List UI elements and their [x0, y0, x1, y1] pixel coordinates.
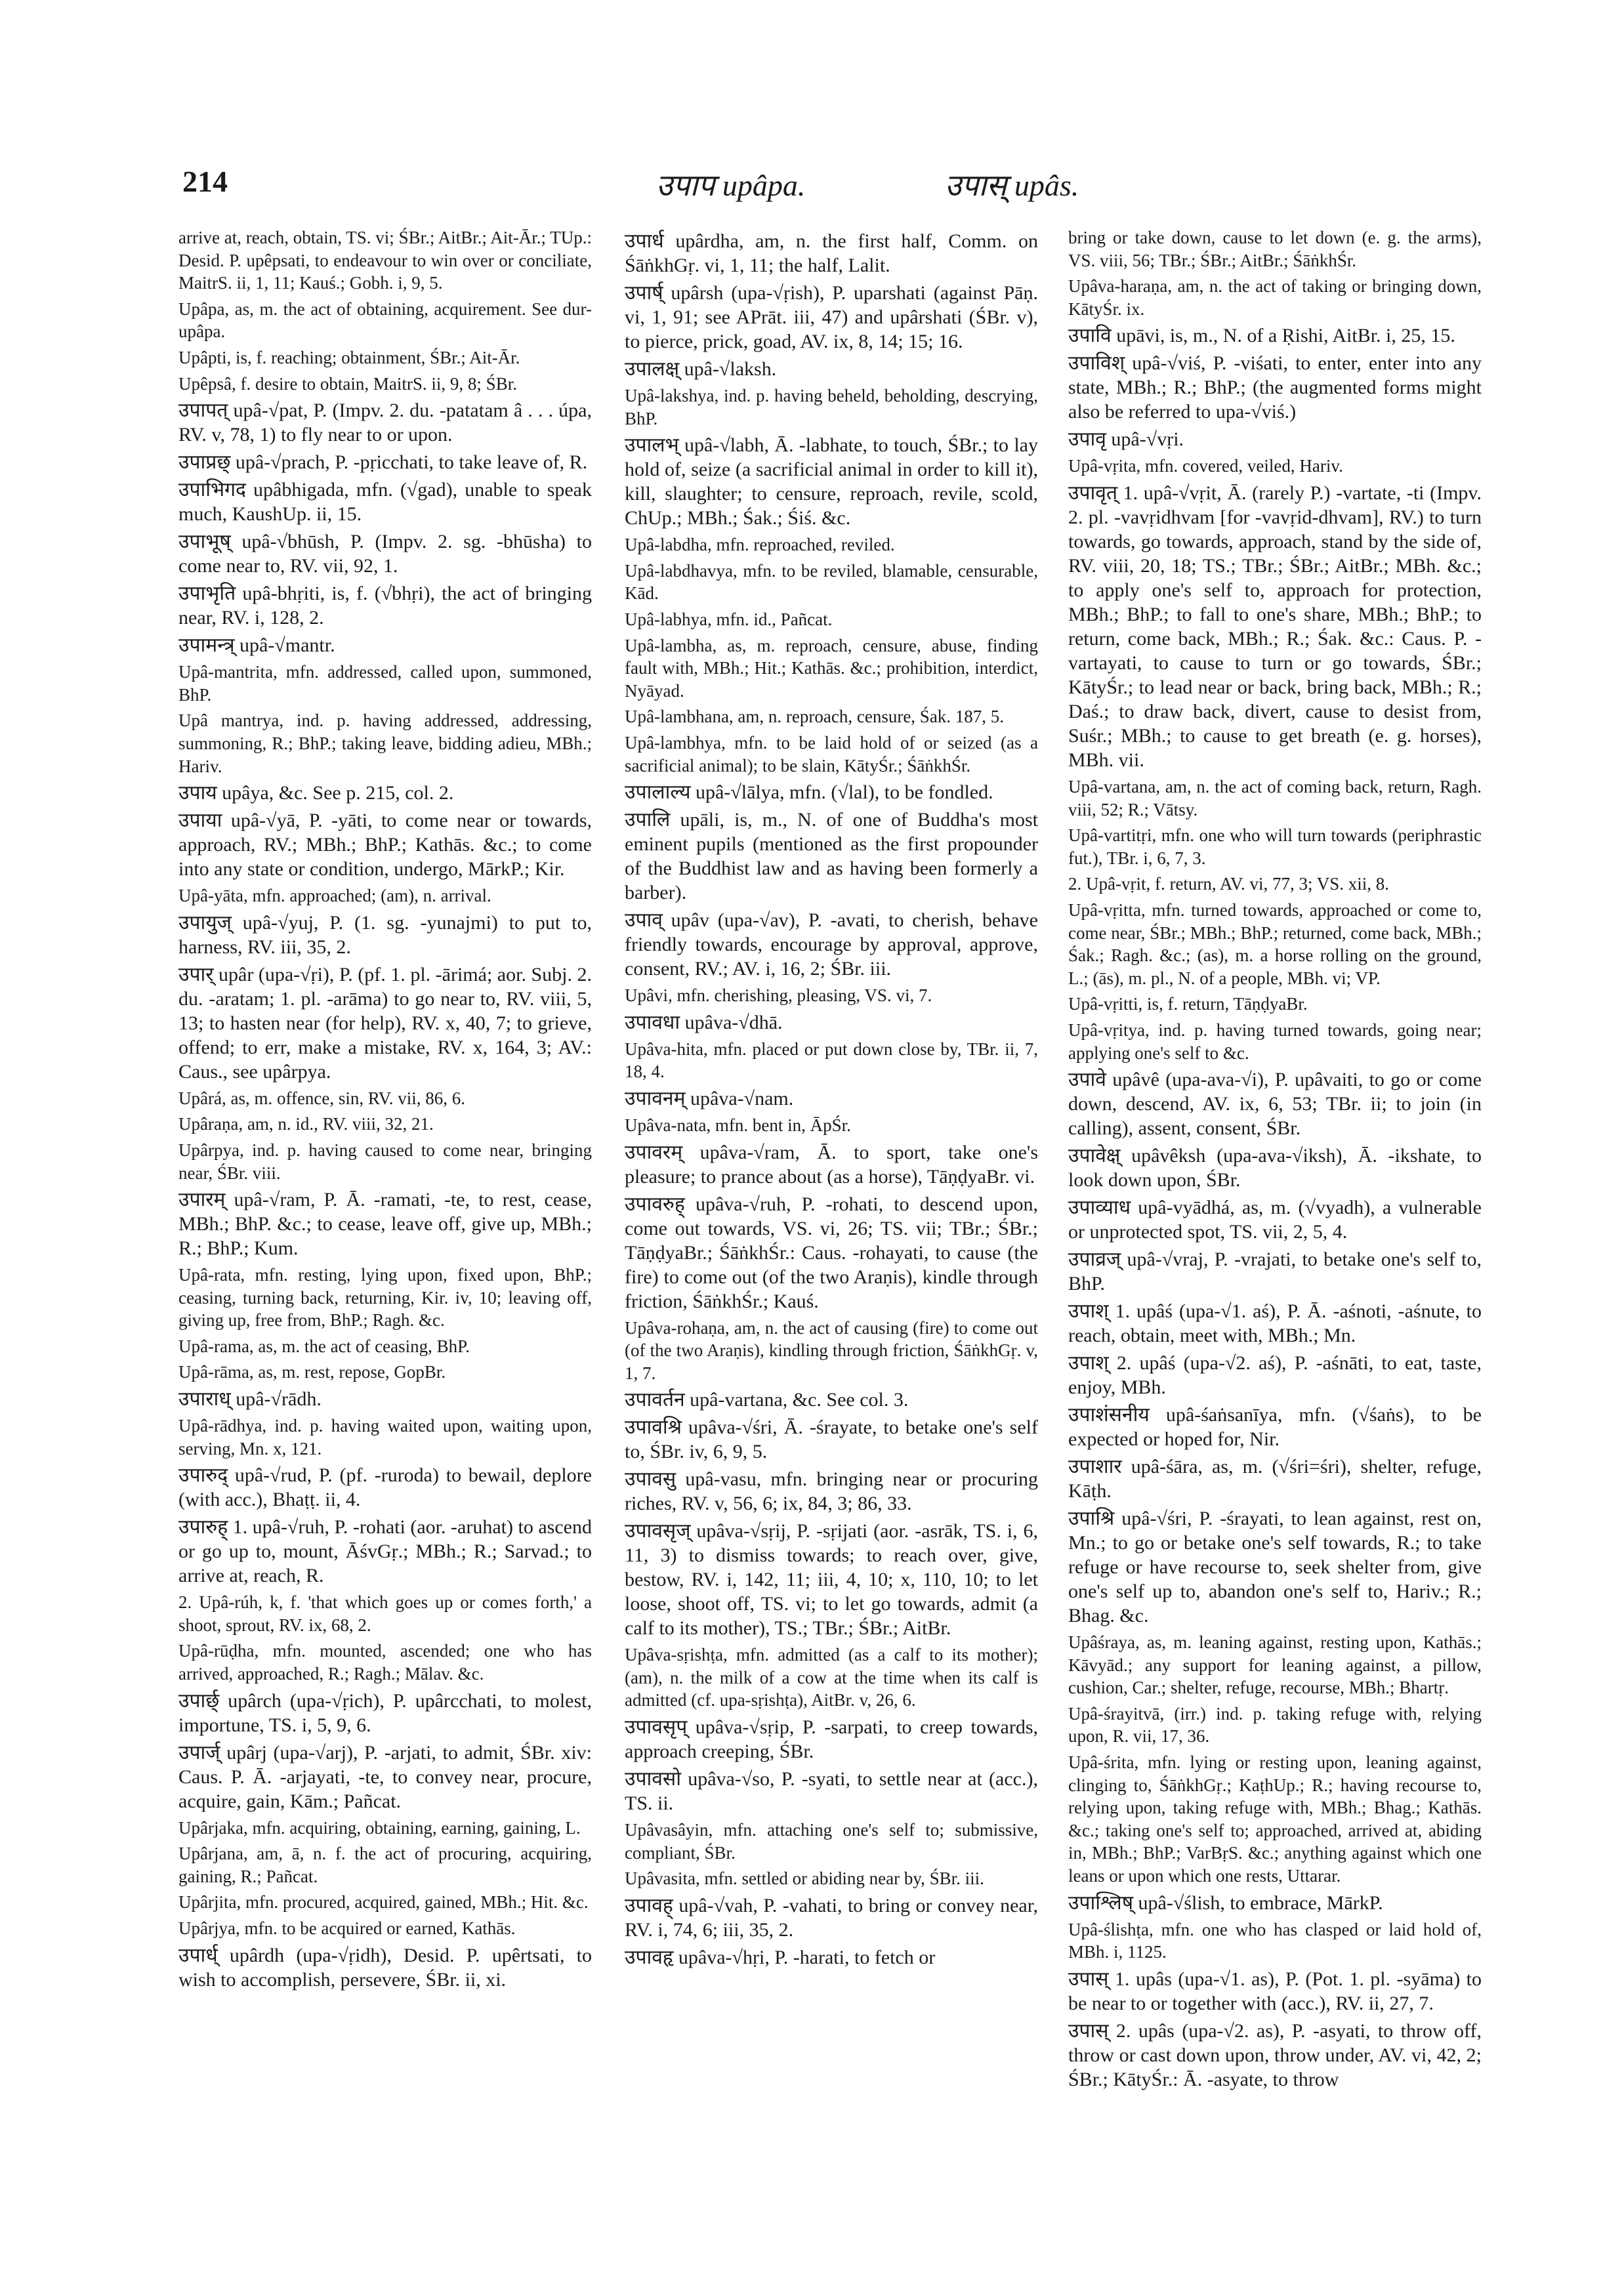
subentry: Upâ mantrya, ind. p. having addressed, addressing, summoning, R.; BhP.; taking leave, bidding adieu, MBh.; Hariv.: [178, 711, 592, 776]
headword-entry: उपार्ध upârdha, am, n. the first half, Comm. on ŚāṅkhGṛ. vi, 1, 11; the half, Lalit.: [625, 230, 1038, 276]
subentry: Upâ-vṛita, mfn. covered, veiled, Hariv.: [1068, 456, 1343, 476]
headword-entry: उपाशार upâ-śāra, as, m. (√śri=śri), shelter, refuge, Kāṭh.: [1068, 1456, 1482, 1502]
subentry: Upâ-yāta, mfn. approached; (am), n. arrival.: [178, 886, 491, 906]
headword-entry: उपाया upâ-√yā, P. -yāti, to come near or towards, approach, RV.; MBh.; BhP.; Kathās. &c.; to come into any state or condition, undergo, MārkP.; Kir.: [178, 810, 592, 880]
headword-entry: उपावरुह् upâva-√ruh, P. -rohati, to descend upon, come out towards, VS. vi, 26; TS. vii; TBr.; ŚBr.; TāṇḍyaBr.; ŚāṅkhŚr.: Caus. -rohayati, to cause (the fire) to come out (of the two Araṇis), kindle through friction, ŚāṅkhŚr.; Kauś.: [625, 1193, 1038, 1312]
headword-entry: उपार्छ् upârch (upa-√ṛich), P. upârcchati, to molest, importune, TS. i, 5, 9, 6.: [178, 1689, 592, 1736]
headword-entry: उपारम् upâ-√ram, P. Ā. -ramati, -te, to rest, cease, MBh.; BhP. &c.; to cease, leave off, give up, MBh.; R.; BhP.; Kum.: [178, 1189, 592, 1260]
headword-entry: उपावे upâvê (upa-ava-√i), P. upâvaiti, to go or come down, descend, AV. ix, 6, 53; TBr. ii; to join (in calling), assent, consent, ŚBr.: [1068, 1069, 1482, 1140]
headword-entry: उपामन्त्र् upâ-√mantr.: [178, 634, 335, 657]
headword-entry: उपाविश् upâ-√viś, P. -viśati, to enter, enter into any state, MBh.; R.; BhP.; (the augmented forms might also be referred to upa-√viś.): [1068, 352, 1482, 423]
headword-entry: उपास् 2. upâs (upa-√2. as), P. -asyati, to throw off, throw or cast down upon, throw under, AV. vi, 42, 2; ŚBr.; KātyŚr.: Ā. -asyate, to throw: [1068, 2019, 1482, 2090]
headword-entry: उपार् upâr (upa-√ṛi), P. (pf. 1. pl. -ārimá; aor. Subj. 2. du. -aratam; 1. pl. -arāma) to go near to, RV. viii, 5, 13; to hasten near (for help), RV. x, 40, 7; to grieve, offend; to err, make a mistake, RV. x, 164, 3; AV.: Caus., see upârpya.: [178, 963, 592, 1083]
subentry: Upârjya, mfn. to be acquired or earned, Kathās.: [178, 1918, 516, 1938]
subentry: Upârá, as, m. offence, sin, RV. vii, 86, 6.: [178, 1088, 466, 1108]
subentry: arrive at, reach, obtain, TS. vi; ŚBr.; AitBr.; Ait-Ār.; TUp.: Desid. P. upêpsati, to endeavour to win over or conciliate, MaitrS. ii, 1, 11; Kauś.; Gobh. i, 9, 5.: [178, 228, 592, 293]
subentry: Upâ-vṛitti, is, f. return, TāṇḍyaBr.: [1068, 994, 1308, 1014]
headword-entry: उपायुज् upâ-√yuj, P. (1. sg. -yunajmi) to put to, harness, RV. iii, 35, 2.: [178, 911, 592, 958]
page-number: 214: [182, 165, 228, 198]
headword-entry: उपावि upāvi, is, m., N. of a Ṛishi, AitBr. i, 25, 15.: [1068, 325, 1455, 347]
headword-entry: उपाश्रि upâ-√śri, P. -śrayati, to lean against, rest on, Mn.; to go or betake one's self towards, R.; to take refuge or have recourse to, seek shelter from, give one's self up to, abandon one's self to, Hariv.; R.; Bhag. &c.: [1068, 1508, 1482, 1627]
subentry: Upâ-rama, as, m. the act of ceasing, BhP.: [178, 1336, 470, 1356]
headword-entry: उपाश् 2. upâś (upa-√2. aś), P. -aśnāti, to eat, taste, enjoy, MBh.: [1068, 1352, 1482, 1399]
headword-entry: उपावह् upâ-√vah, P. -vahati, to bring or convey near, RV. i, 74, 6; iii, 35, 2.: [625, 1894, 1038, 1941]
headword-entry: उपाय upâya, &c. See p. 215, col. 2.: [178, 782, 454, 804]
subentry: Upâ-lambhana, am, n. reproach, censure, Śak. 187, 5.: [625, 707, 1005, 727]
headword-entry: उपावसु upâ-vasu, mfn. bringing near or procuring riches, RV. v, 56, 6; ix, 84, 3; 86, 33.: [625, 1468, 1038, 1515]
subentry: Upâpti, is, f. reaching; obtainment, ŚBr.; Ait-Ār.: [178, 347, 520, 367]
headword-entry: उपावहृ upâva-√hṛi, P. -harati, to fetch or: [625, 1946, 936, 1968]
headword-entry: उपावसो upâva-√so, P. -syati, to settle near at (acc.), TS. ii.: [625, 1768, 1038, 1815]
subentry: Upâ-vartana, am, n. the act of coming back, return, Ragh. viii, 52; R.; Vātsy.: [1068, 776, 1482, 819]
subentry: Upâva-hita, mfn. placed or put down close by, TBr. ii, 7, 18, 4.: [625, 1039, 1038, 1082]
headword-entry: उपाराध् upâ-√rādh.: [178, 1388, 322, 1411]
headword-entry: उपाप्रछ् upâ-√prach, P. -pṛicchati, to take leave of, R.: [178, 451, 588, 474]
headword-entry: उपावनम् upâva-√nam.: [625, 1087, 794, 1109]
subentry: Upâ-ślishṭa, mfn. one who has clasped or laid hold of, MBh. i, 1125.: [1068, 1919, 1482, 1962]
dictionary-column-1: [178, 226, 592, 2257]
subentry: bring or take down, cause to let down (e. g. the arms), VS. viii, 56; TBr.; ŚBr.; AitBr.; ŚāṅkhŚr.: [1068, 228, 1482, 270]
headword-entry: उपाव् upâv (upa-√av), P. -avati, to cherish, behave friendly towards, encourage by approval, approve, consent, RV.; AV. i, 16, 2; ŚBr. iii.: [625, 909, 1038, 980]
left-running-head: उपाप upâpa.: [656, 169, 806, 202]
headword-entry: उपावसृप् upâva-√sṛip, P. -sarpati, to creep towards, approach creeping, ŚBr.: [625, 1716, 1038, 1763]
subentry: Upâ-labdhavya, mfn. to be reviled, blamable, censurable, Kād.: [625, 560, 1038, 604]
headword-entry: उपावेक्ष् upâvêksh (upa-ava-√iksh), Ā. -ikshate, to look down upon, ŚBr.: [1068, 1145, 1482, 1191]
subentry: Upâ-śrita, mfn. lying or resting upon, leaning against, clinging to, ŚāṅkhGṛ.; KaṭhUp.; R.; having recourse to, relying upon, taking refuge with, MBh.; Bhag.; Kathās. &c.; taking one's self to; approached, arrived at, abiding in, MBh.; BhP.; VarBṛS. &c.; anything against which one leans or upon which one rests, Uttarar.: [1068, 1752, 1482, 1886]
headword-entry: उपावरम् upâva-√ram, Ā. to sport, take one's pleasure; to prance about (as a horse), TāṇḍyaBr. vi.: [625, 1141, 1038, 1188]
headword-entry: उपाव्रज् upâ-√vraj, P. -vrajati, to betake one's self to, BhP.: [1068, 1249, 1482, 1295]
subentry: Upâ-śrayitvā, (irr.) ind. p. taking refuge with, relying upon, R. vii, 17, 36.: [1068, 1703, 1482, 1747]
dictionary-column-3: [1068, 226, 1482, 2257]
subentry: 2. Upâ-vṛit, f. return, AV. vi, 77, 3; VS. xii, 8.: [1068, 874, 1390, 894]
headword-entry: उपार्ष् upârsh (upa-√ṛish), P. uparshati (against Pāṇ. vi, 1, 91; see APrāt. iii, 47) and upârshati (ŚBr. v), to pierce, prick, goad, AV. ix, 8, 14; 15; 16.: [625, 282, 1038, 352]
subentry: Upâ-rādhya, ind. p. having waited upon, waiting upon, serving, Mn. x, 121.: [178, 1416, 592, 1458]
headword-entry: उपावश्रि upâva-√śri, Ā. -śrayate, to betake one's self to, ŚBr. iv, 6, 9, 5.: [625, 1416, 1038, 1463]
headword-entry: उपारुह् 1. upâ-√ruh, P. -rohati (aor. -aruhat) to ascend or go up to, mount, ĀśvGṛ.; MBh.; R.; Sarvad.; to arrive at, reach, R.: [178, 1516, 592, 1587]
headword-entry: उपालाल्य upâ-√lālya, mfn. (√lal), to be fondled.: [625, 781, 993, 804]
headword-entry: उपाभृति upâ-bhṛiti, is, f. (√bhṛi), the act of bringing near, RV. i, 128, 2.: [178, 583, 592, 629]
subentry: 2. Upâ-rúh, k, f. 'that which goes up or comes forth,' a shoot, sprout, RV. ix, 68, 2.: [178, 1592, 592, 1635]
subentry: Upâ-vṛitta, mfn. turned towards, approached or come to, come near, ŚBr.; MBh.; BhP.; returned, come back, MBh.; Śak.; Ragh. &c.; (as), m. a horse rolling on the ground, L.; (ās), m. pl., N. of a people, MBh. vi; VP.: [1068, 899, 1482, 988]
headword-entry: उपास् 1. upâs (upa-√1. as), P. (Pot. 1. pl. -syāma) to be near to or together with (acc.), RV. ii, 27, 7.: [1068, 1968, 1482, 2014]
subentry: Upâ-rūḍha, mfn. mounted, ascended; one who has arrived, approached, R.; Ragh.; Mālav. &c.: [178, 1641, 592, 1684]
subentry: Upâ-rāma, as, m. rest, repose, GopBr.: [178, 1362, 446, 1382]
headword-entry: उपावसृज् upâva-√sṛij, P. -sṛijati (aor. -asrāk, TS. i, 6, 11, 3) to dismiss towards; to reach over, give, bestow, RV. i, 142, 11; iii, 4, 10; x, 110, 10; to let loose, shoot off, TS. vi; to let go towards, admit (a calf to its mother), TS.; TBr.; ŚBr.; AitBr.: [625, 1520, 1038, 1640]
headword-entry: उपारुद् upâ-√rud, P. (pf. -ruroda) to bewail, deplore (with acc.), Bhaṭṭ. ii, 4.: [178, 1464, 592, 1511]
subentry: Upâ-rata, mfn. resting, lying upon, fixed upon, BhP.; ceasing, turning back, returning, Kir. iv, 10; leaving off, giving up, free from, BhP.; Ragh. &c.: [178, 1265, 592, 1331]
subentry: Upâ-vartitṛi, mfn. one who will turn towards (periphrastic fut.), TBr. i, 6, 7, 3.: [1068, 825, 1482, 868]
subentry: Upâ-vṛitya, ind. p. having turned towards, going near; applying one's self to &c.: [1068, 1020, 1482, 1063]
subentry: Upâva-rohaṇa, am, n. the act of causing (fire) to come out (of the two Araṇis), kindling through friction, ŚāṅkhGṛ. v, 1, 7.: [625, 1317, 1038, 1383]
headword-entry: उपालभ् upâ-√labh, Ā. -labhate, to touch, ŚBr.; to lay hold of, seize (a sacrificial animal in order to kill it), kill, slaughter; to censure, reproach, revile, scold, ChUp.; MBh.; Śak.; Śiś. &c.: [625, 434, 1038, 529]
subentry: Upâpa, as, m. the act of obtaining, acquirement. See dur-upâpa.: [178, 299, 592, 342]
subentry: Upâ-lambhya, mfn. to be laid hold of or seized (as a sacrificial animal); to be slain, KātyŚr.; ŚāṅkhŚr.: [625, 732, 1038, 775]
headword-entry: उपार्ज् upârj (upa-√arj), P. -arjati, to admit, ŚBr. xiv: Caus. P. Ā. -arjayati, -te, to convey near, procure, acquire, gain, Kām.; Pañcat.: [178, 1741, 592, 1812]
subentry: Upâva-sṛishṭa, mfn. admitted (as a calf to its mother); (am), n. the milk of a cow at the time when its calf is admitted (cf. upa-sṛishṭa), AitBr. v, 26, 6.: [625, 1645, 1038, 1710]
headword-entry: उपाव्याध upâ-vyādhá, as, m. (√vyadh), a vulnerable or unprotected spot, TS. vii, 2, 5, 4.: [1068, 1197, 1482, 1243]
headword-entry: उपालक्ष् upâ-√laksh.: [625, 358, 777, 380]
headword-entry: उपार्ध् upârdh (upa-√ṛidh), Desid. P. upêrtsati, to wish to accomplish, persevere, ŚBr. ii, xi.: [178, 1944, 592, 1991]
subentry: Upârpya, ind. p. having caused to come near, bringing near, ŚBr. viii.: [178, 1140, 592, 1183]
headword-entry: उपाश् 1. upâś (upa-√1. aś), P. Ā. -aśnoti, -aśnute, to reach, obtain, meet with, MBh.; Mn.: [1068, 1300, 1482, 1347]
subentry: Upâvi, mfn. cherishing, pleasing, VS. vi, 7.: [625, 985, 932, 1006]
headword-entry: उपावर्तन upâ-vartana, &c. See col. 3.: [625, 1389, 909, 1411]
headword-entry: उपावृत् 1. upâ-√vṛit, Ā. (rarely P.) -vartate, -ti (Impv. 2. pl. -vavṛidhvam [for -vavṛid-dhvam], RV.) to turn towards, go towards, approach, stand by the side of, RV. viii, 20, 18; TS.; TBr.; ŚBr.; AitBr.; MBh. &c.; to apply one's self to, approach for protection, MBh.; BhP.; to fall to one's share, MBh.; BhP.; to return, come back, MBh.; R.; Śak. &c.: Caus. P. -vartayati, to cause to turn or go towards, ŚBr.; KātyŚr.; to lead near or back, bring back, MBh.; R.; Daś.; to draw back, divert, cause to desist from, Suśr.; MBh.; to cause to get breath (e. g. horses), MBh. vii.: [1068, 482, 1482, 771]
subentry: Upâvasita, mfn. settled or abiding near by, ŚBr. iii.: [625, 1869, 984, 1889]
headword-entry: उपाभिगद upâbhigada, mfn. (√gad), unable to speak much, KaushUp. ii, 15.: [178, 479, 592, 526]
headword-entry: उपावृ upâ-√vṛi.: [1068, 428, 1184, 451]
subentry: Upêpsâ, f. desire to obtain, MaitrS. ii, 9, 8; ŚBr.: [178, 373, 517, 394]
subentry: Upâraṇa, am, n. id., RV. viii, 32, 21.: [178, 1114, 434, 1134]
headword-entry: उपाभूष् upâ-√bhūsh, P. (Impv. 2. sg. -bhūsha) to come near to, RV. vii, 92, 1.: [178, 531, 592, 577]
headword-entry: उपापत् upâ-√pat, P. (Impv. 2. du. -patatam â . . . úpa, RV. v, 78, 1) to fly near to or upon.: [178, 400, 592, 446]
subentry: Upârjita, mfn. procured, acquired, gained, MBh.; Hit. &c.: [178, 1892, 589, 1912]
subentry: Upâ-labdha, mfn. reproached, reviled.: [625, 535, 895, 555]
headword-entry: उपाशंसनीय upâ-śaṅsanīya, mfn. (√śaṅs), to be expected or hoped for, Nir.: [1068, 1404, 1482, 1451]
subentry: Upâ-lakshya, ind. p. having beheld, beholding, descrying, BhP.: [625, 386, 1038, 428]
right-running-head: उपास् upâs.: [945, 169, 1079, 202]
subentry: Upârjaka, mfn. acquiring, obtaining, earning, gaining, L.: [178, 1817, 581, 1838]
subentry: Upâ-labhya, mfn. id., Pañcat.: [625, 609, 833, 629]
subentry: Upâśraya, as, m. leaning against, resting upon, Kathās.; Kāvyād.; any support for leaning against, a pillow, cushion, Car.; shelter, refuge, recourse, MBh.; Bhartṛ.: [1068, 1632, 1482, 1698]
subentry: Upâva-haraṇa, am, n. the act of taking or bringing down, KātyŚr. ix.: [1068, 276, 1482, 319]
headword-entry: उपाश्लिष् upâ-√ślish, to embrace, MārkP.: [1068, 1892, 1383, 1914]
subentry: Upâvasâyin, mfn. attaching one's self to; submissive, compliant, ŚBr.: [625, 1820, 1038, 1863]
subentry: Upâva-nata, mfn. bent in, ĀpŚr.: [625, 1115, 851, 1135]
headword-entry: उपावधा upâva-√dhā.: [625, 1011, 783, 1033]
dictionary-column-2: [625, 226, 1038, 2257]
subentry: Upâ-lambha, as, m. reproach, censure, abuse, finding fault with, MBh.; Hit.; Kathās. &c.; prohibition, interdict, Nyāyad.: [625, 635, 1038, 701]
subentry: Upârjana, am, ā, n. f. the act of procuring, acquiring, gaining, R.; Pañcat.: [178, 1844, 592, 1886]
headword-entry: उपालि upāli, is, m., N. of one of Buddha's most eminent pupils (mentioned as the first propounder of the Buddhist law and as having been formerly a barber).: [625, 809, 1038, 904]
subentry: Upâ-mantrita, mfn. addressed, called upon, summoned, BhP.: [178, 662, 592, 705]
